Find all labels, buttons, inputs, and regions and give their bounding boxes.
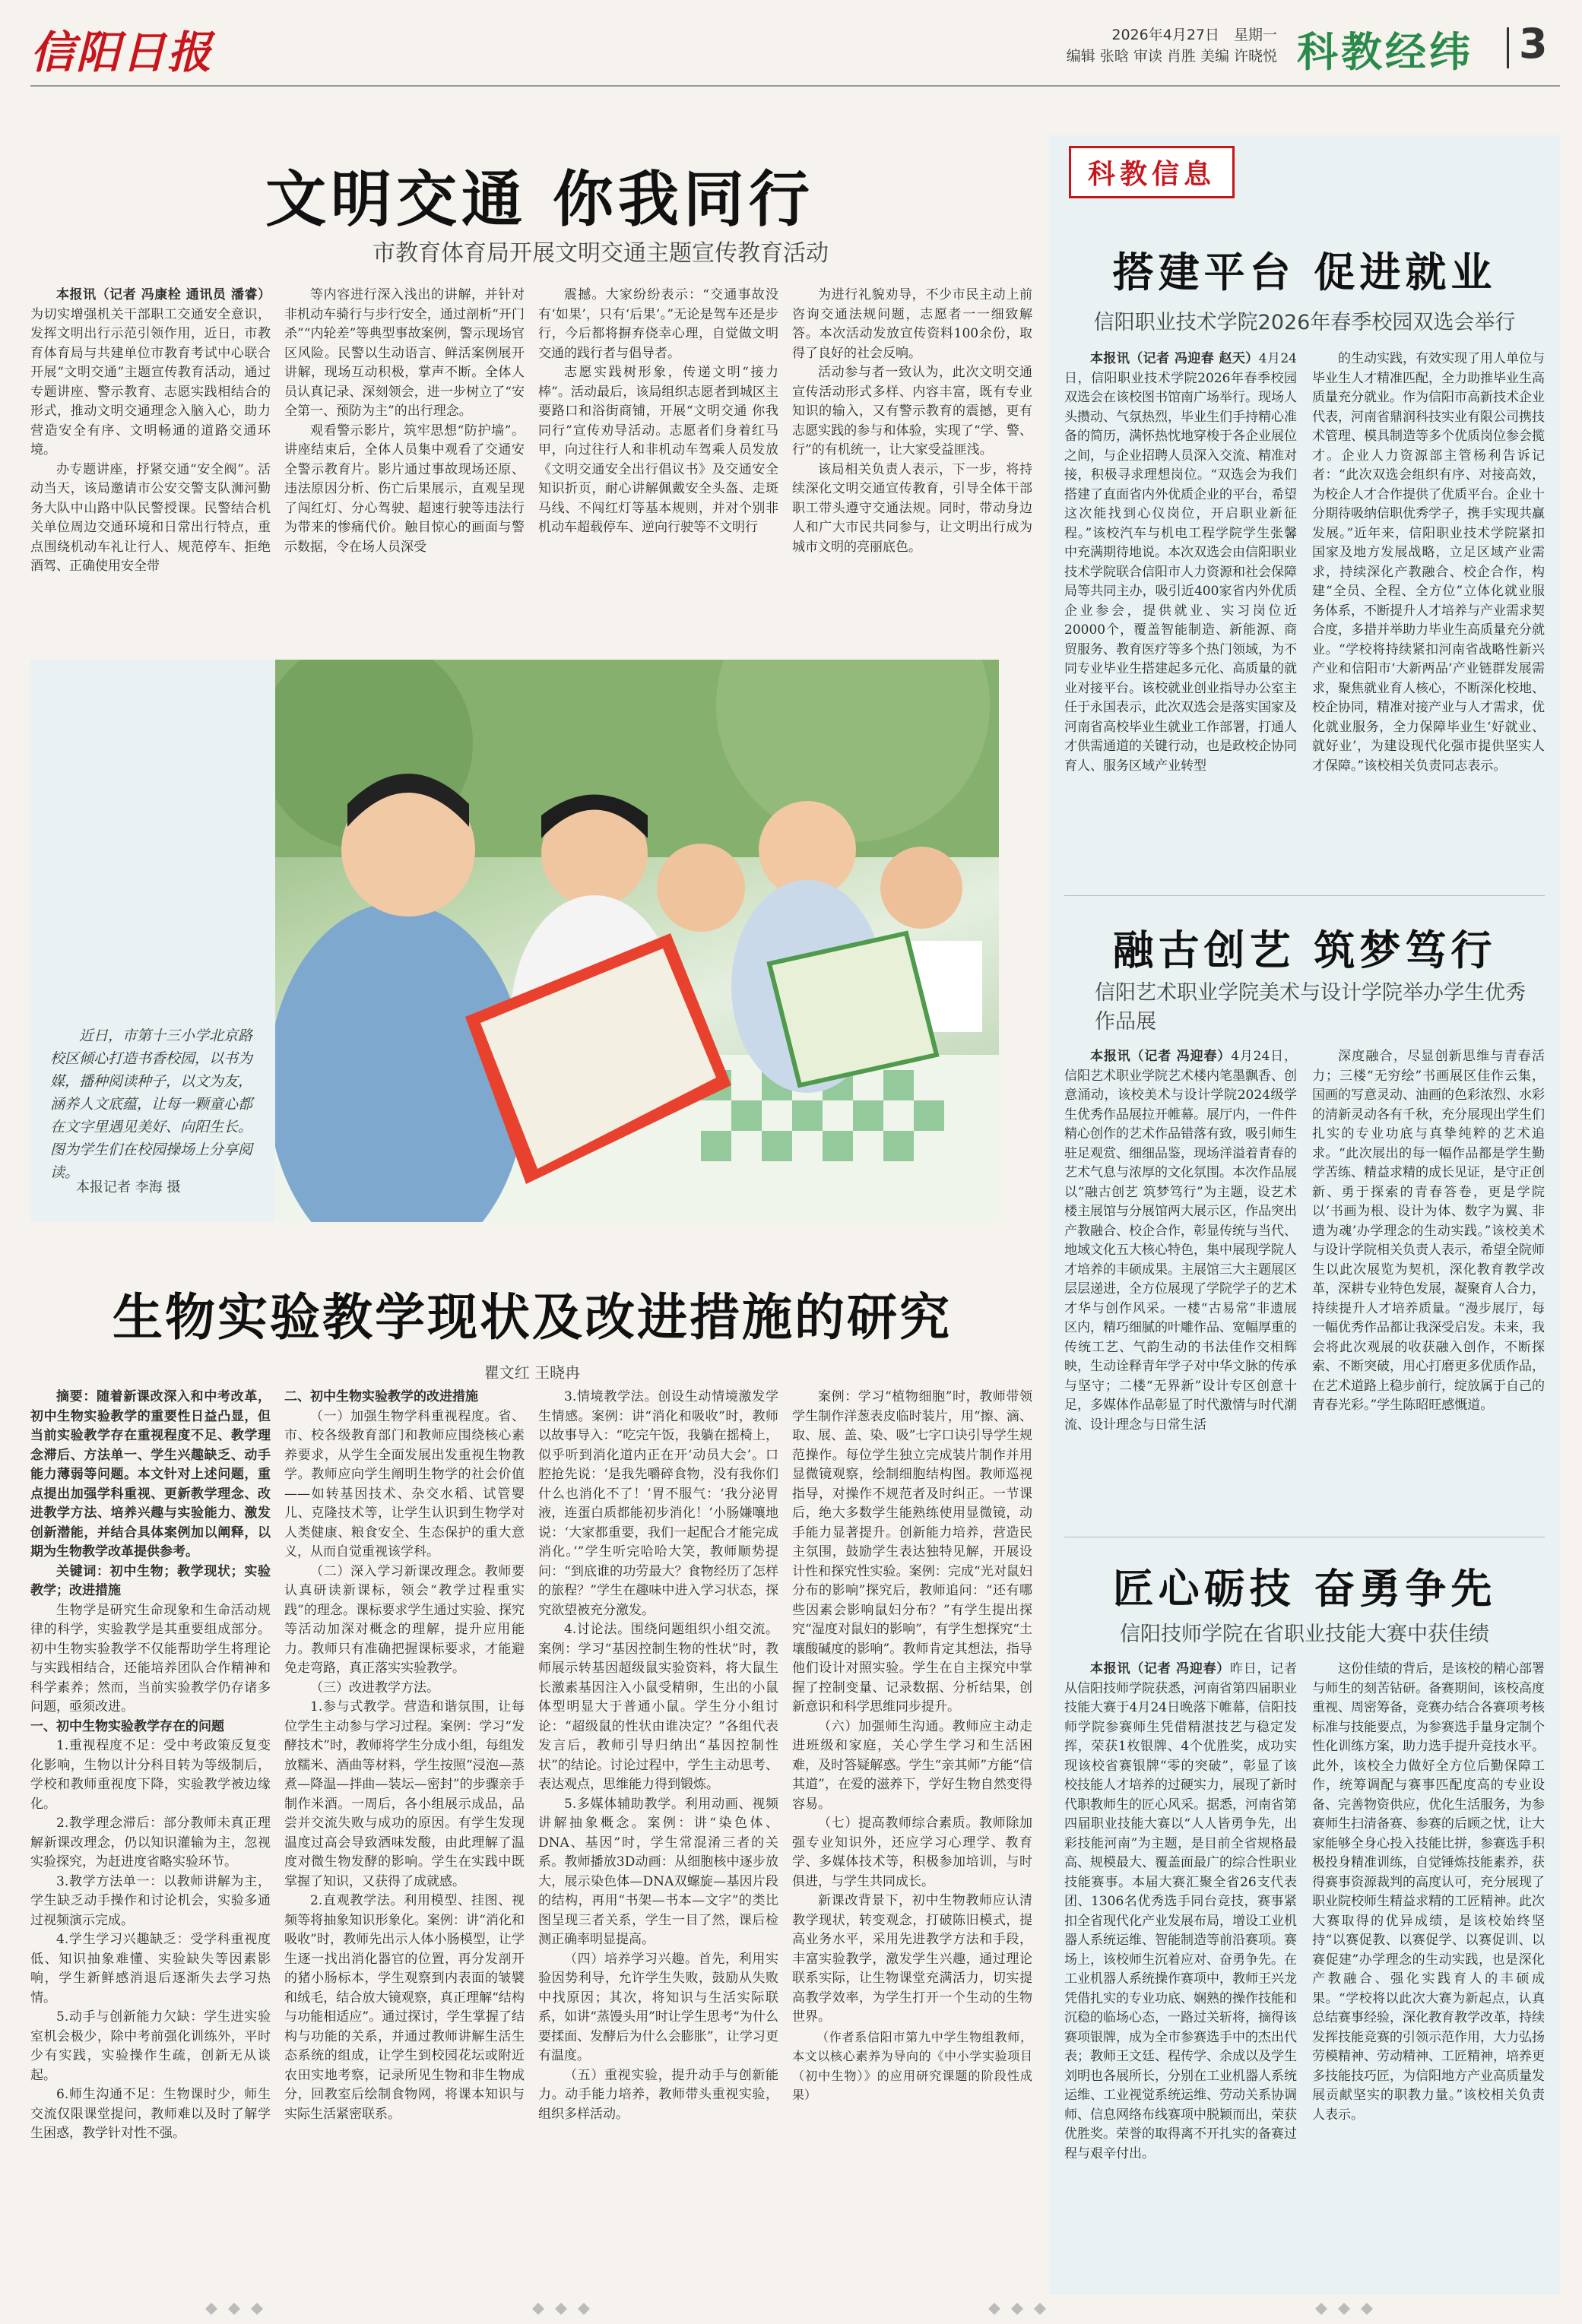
masthead-divider <box>1507 27 1509 68</box>
article2-authors: 瞿文红 王晓冉 <box>483 1363 581 1382</box>
photo-illustration <box>275 660 999 1222</box>
sidebar-divider <box>1064 895 1545 896</box>
news1-headline: 搭建平台 促进就业 <box>1112 248 1497 296</box>
article1-subhead: 市教育体育局开展文明交通主题宣传教育活动 <box>373 240 829 267</box>
science-news-sidebar <box>1049 135 1560 2295</box>
news2-headline: 融古创艺 筑梦笃行 <box>1112 926 1497 974</box>
news2-subhead: 信阳艺术职业学院美术与设计学院举办学生优秀作品展 <box>1095 981 1526 1034</box>
news3-subhead: 信阳技师学院在省职业技能大赛中获佳绩 <box>1120 1623 1489 1646</box>
section-title: 科教经纬 <box>1297 28 1473 76</box>
article1-column-3: 震撼。大家纷纷表示：“交通事故没有‘如果’，只有‘后果’。”无论是驾车还是步行，今后都将摒弃侥幸心理，自觉做文明交通的践行者与倡导者。 志愿实践树形象，传递文明“接力棒”。活动最后，该局组织志愿者到城区主要路口和浴街商铺，开展“文明交通 你我同行”宣传劝导活动。志愿者们身着红马甲，向过往行人和非机动车驾乘人员发放《文明交通安全出行倡议书》及交通安全知识折页，耐心讲解佩戴安全头盔、走斑马线、不闯红灯等基本规则，并对个别非机动车超载停车、逆向行驶等不文明行 <box>538 287 778 535</box>
news2-column-2: 深度融合，尽显创新思维与青春活力；三楼“无穷绘”书画展区佳作云集，国画的写意灵动、油画的色彩浓烈、水彩的清新灵动各有千秋，充分展现出学生们扎实的专业功底与真挚纯粹的艺术追求。“此次展出的每一幅作品都是学生勤学苦练、精益求精的成长见证，是守正创新、勇于探索的青春答卷，更是学院以‘书画为根、设计为体、数字为翼、非遗为魂’办学理念的生动实践。”该校美术与设计学院相关负责人表示，希望全院师生以此次展览为契机，深化教育教学改革，深耕专业特色发展，凝聚育人合力，持续提升人才培养质量。“漫步展厅，每一幅优秀作品都让我深受启发。未来，我会将此次观展的收获融入创作，不断探索、不断突破，用心打磨更多优质作品，在艺术道路上稳步前行，绽放属于自己的青春光彩。”学生陈昭旺感慨道。 <box>1312 1049 1545 1413</box>
masthead-rule <box>30 85 1560 87</box>
article2-column-4: 案例：学习“植物细胞”时，教师带领学生制作洋葱表皮临时装片，用“擦、滴、取、展、盖、染、吸”七字口诀引导学生规范操作。每位学生独立完成装片制作并用显微镜观察，绘制细胞结构图。教师巡视指导，对操作不规范者及时纠正。一节课后，绝大多数学生能熟练使用显微镜，动手能力显著提升。创新能力培养，营造民主氛围，鼓励学生表达独特见解，开展设计性和探究性实验。案例：完成“光对鼠妇分布的影响”探究后，教师追问：“还有哪些因素会影响鼠妇分布？”有学生提出探究“湿度对鼠妇的影响”，有学生想探究“土壤酸碱度的影响”。教师肯定其想法，指导他们设计对照实验。学生在自主探究中掌握了控制变量、记录数据、分析结果，创新意识和科学思维同步提升。 （六）加强师生沟通。教师应主动走进班级和家庭，关心学生学习和生活困难，及时答疑解惑。学生“亲其师”方能“信其道”，在爱的滋养下，学好生物自然变得容易。 （七）提高教师综合素质。教师除加强专业知识外，还应学习心理学、教育学、多媒体技术等，积极参加培训，与时俱进，与学生共同成长。 新课改背景下，初中生物教师应认清教学现状，转变观念，打破陈旧模式，提高业务水平，采用先进教学方法和手段，丰富实验教学，激发学生兴趣，通过理论联系实际，让生物课堂充满活力，切实提高教学效率，为学生打开一个生动的生物世界。 （作者系信阳市第九中学生物组教师，本文以核心素养为导向的《中小学实验项目（初中生物）》的应用研究课题的阶段性成果） <box>792 1389 1032 2102</box>
news1-column-2: 的生动实践，有效实现了用人单位与毕业生人才精准匹配，全力助推毕业生高质量充分就业。作为信阳市高新技术企业代表，河南省鼎润科技实业有限公司携技术管理、模具制造等多个优质岗位参会揽才。企业人力资源部主管杨利告诉记者：“此次双选会组织有序、对接高效，为校企人才合作提供了优质平台。企业十分期待吸纳信职优秀学子，携手实现共赢发展。”近年来，信阳职业技术学院紧扣国家及地方发展战略，立足区域产业需求，持续深化产教融合、校企合作，构建“全员、全程、全方位”立体化就业服务体系，不断提升人才培养与产业需求契合度，多措并举助力毕业生高质量充分就业。“学校将持续紧扣河南省战略性新兴产业和信阳市‘大新两品’产业链群发展需求，聚焦就业育人核心，不断深化校地、校企协同，精准对接产业与人才需求，优化就业服务，全力保障毕业生‘好就业、就好业’，为建设现代化强市提供坚实人才保障。”该校相关负责同志表示。 <box>1312 351 1545 774</box>
page-number: 3 <box>1519 20 1548 68</box>
article2-column-1: 摘要：随着新课改深入和中考改革，初中生物实验教学的重要性日益凸显，但当前实验教学存在重视程度不足、教学理念滞后、方法单一、学生兴趣缺乏、动手能力薄弱等问题。本文针对上述问题，重点提出加强学科重视、更新教学理念、改进教学方法、培养兴趣与实验能力、激发创新潜能，并结合具体案例加以阐释，以期为生物教学改革提供参考。 关键词：初中生物；教学现状；实验教学；改进措施 生物学是研究生命现象和生命活动规律的科学，实验教学是其重要组成部分。初中生物实验教学不仅能帮助学生将理论与实践相结合，还能培养团队合作精神和科学素养；然而，当前实验教学仍存诸多问题，亟须改进。 一、初中生物实验教学存在的问题 1.重视程度不足：受中考政策反复变化影响，生物以计分科目转为等级制后，学校和教师重视度下降，实验教学被边缘化。 2.教学理念滞后：部分教师未真正理解新课改理念，仍以知识灌输为主，忽视实验探究，为赶进度省略实验环节。 3.教学方法单一：以教师讲解为主，学生缺乏动手操作和讨论机会，实验多通过视频演示完成。 4.学生学习兴趣缺乏：受学科重视度低、知识抽象难懂、实验缺失等因素影响，学生新鲜感消退后逐渐失去学习热情。 5.动手与创新能力欠缺：学生进实验室机会极少，除中考前强化训练外，平时少有实践，实验操作生疏，创新无从谈起。 6.师生沟通不足：生物课时少，师生交流仅限课堂提问，教师难以及时了解学生困惑，教学针对性不强。 <box>30 1389 271 2141</box>
photo-caption: 近日，市第十三小学北京路校区倾心打造书香校园，以书为媒，播种阅读种子，以文为友，涵养人文底蕴，让每一颗童心都在文字里遇见美好、向阳生长。图为学生们在校园操场上分享阅读。 <box>50 1027 253 1181</box>
article1-column-4: 为进行礼貌劝导，不少市民主动上前咨询交通法规问题，志愿者一一细致解答。本次活动发放宣传资料100余份，取得了良好的社会反响。 活动参与者一致认为，此次文明交通宣传活动形式多样、内容丰富，既有专业知识的输入，又有警示教育的震撼，更有志愿实践的参与和体验，实现了“学、警、行”的有机统一，让大家受益匪浅。 该局相关负责人表示，下一步，将持续深化文明交通宣传教育，引导全体干部职工带头遵守交通法规。同时，带动身边人和广大市民共同参与，让文明出行成为城市文明的亮丽底色。 <box>792 287 1032 555</box>
child-face <box>880 847 962 929</box>
child-face <box>657 844 745 932</box>
news3-headline: 匠心砺技 奋勇争先 <box>1112 1564 1497 1613</box>
green-book <box>769 933 937 1085</box>
article1-headline: 文明交通 你我同行 <box>265 163 814 235</box>
reading-children-photo <box>275 660 999 1222</box>
article2-column-3: 3.情境教学法。创设生动情境激发学生情感。案例：讲“消化和吸收”时，教师以故事导入：“吃完午饭，我躺在摇椅上，似乎听到消化道内正在开‘动员大会’。口腔抢先说：‘是我先嚼碎食物，没有我你们什么也消化不了！’胃不服气：‘我分泌胃液，连蛋白质都能初步消化！’小肠嫌嚷地说：‘大家都重要，我们一起配合才能完成消化。’”学生听完哈哈大笑，教师顺势提问：“到底谁的功劳最大？食物经历了怎样的旅程？”学生在趣味中进入学习状态，探究欲望被充分激发。 4.讨论法。围绕问题组织小组交流。案例：学习“基因控制生物的性状”时，教师展示转基因超级鼠实验资料，将大鼠生长激素基因注入小鼠受精卵，生出的小鼠体型明显大于普通小鼠。学生分小组讨论：“超级鼠的性状由谁决定？”各组代表发言后，教师引导归纳出“基因控制性状”的结论。讨论过程中，学生主动思考、表达观点，思维能力得到锻炼。 5.多媒体辅助教学。利用动画、视频讲解抽象概念。案例：讲“染色体、DNA、基因”时，学生常混淆三者的关系。教师播放3D动画：从细胞核中逐步放大，展示染色体—DNA双螺旋—基因片段的结构，再用“书架—书本—文字”的类比图呈现三者关系，学生一目了然，课后检测正确率明显提高。 （四）培养学习兴趣。首先，利用实验因势利导，允许学生失败，鼓励从失败中找原因；其次，将知识与生活实际联系，如讲“蒸馒头用”时让学生思考“为什么要揉面、发酵后为什么会膨胀”，让学习更有温度。 （五）重视实验，提升动手与创新能力。动手能力培养，教师带头重视实验，组织多样活动。 <box>538 1389 778 2122</box>
news3-column-2: 这份佳绩的背后，是该校的精心部署与师生的刻苦钻研。备赛期间，该校高度重视、周密筹备，竞赛办结合各赛项考核标准与技能要点，为参赛选手量身定制个性化训练方案，助力选手提升竞技水平。此外，该校全力做好全方位后勤保障工作，统筹调配与赛事匹配度高的专业设备、完善物资供应，优化生活服务，为参赛师生扫清备赛、参赛的后顾之忧，让大家能够全身心投入技能比拼，参赛选手积极投身精准训练，自觉锤炼技能素养，获得赛事资源裁判的高度认可，充分展现了职业院校师生精益求精的工匠精神。此次大赛取得的优异成绩，是该校始终坚持“以赛促教、以赛促学、以赛促训、以赛促建”办学理念的生动实践，也是深化产教融合、强化实践育人的丰硕成果。“学校将以此次大赛为新起点，认真总结赛事经验，深化教育教学改革，持续发挥技能竞赛的引领示范作用，大力弘扬劳模精神、劳动精神、工匠精神，培养更多技能技巧匠，为信阳地方产业高质量发展贡献坚实的职教力量。”该校相关负责人表示。 <box>1312 1661 1545 2123</box>
article1-column-2: 等内容进行深入浅出的讲解，并针对非机动车骑行与步行安全，通过剖析“开门杀”“内轮差”等典型事故案例，警示现场官区风险。民警以生动语言、鲜活案例展开讲解，现场互动积极，掌声不断。全体人员认真记录、深刻领会，进一步树立了“安全第一、预防为主”的出行理念。 观看警示影片，筑牢思想“防护墙”。讲座结束后，全体人员集中观看了交通安全警示教育片。影片通过事故现场还原、违法原因分析、伤亡后果展示，直观呈现了闯红灯、分心驾驶、超速行驶等违法行为带来的惨痛代价。触目惊心的画面与警示数据，令在场人员深受 <box>284 287 525 555</box>
article2-headline: 生物实验教学现状及改进措施的研究 <box>113 1287 952 1347</box>
masthead-meta <box>958 24 1277 67</box>
newspaper-logo: 信阳日报 <box>30 27 214 78</box>
article1-column-1: 本报讯（记者 冯康栓 通讯员 潘睿）为切实增强机关干部职工交通安全意识，发挥文明出行示范引领作用，近日，市教育体育局与共建单位市教育考试中心联合开展“文明交通”主题宣传教育活动，通过专题讲座、警示教育、志愿实践相结合的形式，推动文明交通理念入脑入心，助力营造安全有序、文明畅通的道路交通环境。 办专题讲座，抒紧交通“安全阀”。活动当天，该局邀请市公安交警支队浉河勤务大队中山路中队民警授课。民警结合机关单位周边交通环境和日常出行特点，重点围绕机动车礼让行人、规范停车、拒绝酒驾、正确使用安全带 <box>30 287 271 574</box>
sidebar-banner: 科教信息 <box>1069 146 1235 198</box>
news1-column-1: 本报讯（记者 冯迎春 赵天）4月24日，信阳职业技术学院2026年春季校园双选会在该校图书馆南广场举行。现场人头攒动、气氛热烈，毕业生们手持精心准备的简历，满怀热忱地穿梭于各企业展位之间，与企业招聘人员深入交流、精准对接，积极寻求理想岗位。“双选会为我们搭建了直面省内外优质企业的平台，希望这次能找到心仪岗位，开启职业新征程。”该校汽车与机电工程学院学生张馨中充满期待地说。本次双选会由信阳职业技术学院联合信阳市人力资源和社会保障局等共同主办，吸引近400家省内外优质企业参会，提供就业、实习岗位近20000个，覆盖智能制造、新能源、商贸服务、教育医疗等多个热门领域，为不同专业毕业生搭建起多元化、高质量的就业对接平台。该校就业创业指导办公室主任于永国表示，此次双选会是落实国家及河南省高校毕业生就业工作部署，打通人才供需通道的关键行动，也是政校企协同育人、服务区域产业转型 <box>1064 351 1297 774</box>
photo-caption-panel <box>30 660 275 1222</box>
bottom-ornament-strip <box>0 2297 1582 2321</box>
photo-credit: 本报记者 李海 摄 <box>76 1179 181 1195</box>
issue-date: 2026年4月27日 星期一 <box>1111 27 1277 43</box>
editors-credit: 编辑 张晗 审读 肖胜 美编 许晓悦 <box>1066 48 1277 65</box>
news1-subhead: 信阳职业技术学院2026年春季校园双选会举行 <box>1093 311 1516 334</box>
article1-byline: 本报讯（记者 冯康栓 通讯员 潘睿） <box>56 287 271 302</box>
article2-column-2: 二、初中生物实验教学的改进措施 （一）加强生物学科重视程度。省、市、校各级教育部门和教师应围绕核心素养要求，从学生全面发展出发重视生物教学。教师应向学生阐明生物学的社会价值——如转基因技术、杂交水稻、试管婴儿、克隆技术等，让学生认识到生物学对人类健康、粮食安全、生态保护的重大意义，从而自觉重视该学科。 （二）深入学习新课改理念。教师要认真研读新课标，领会“教学过程重实践”的理念。课标要求学生通过实验、探究等活动加深对概念的理解，提升应用能力。教师只有准确把握课标要求，才能避免走弯路，真正落实实验教学。 （三）改进教学方法。 1.参与式教学。营造和谐氛围，让每位学生主动参与学习过程。案例：学习“发酵技术”时，教师将学生分成小组，每组发放糯米、酒曲等材料，学生按照“浸泡—蒸煮—降温—拌曲—装坛—密封”的步骤亲手制作米酒。一周后，各小组展示成品，品尝并交流失败与成功的原因。有学生发现温度过高会导致酒味发酸，由此理解了温度对微生物发酵的影响。学生在实践中既掌握了知识，又获得了成就感。 2.直观教学法。利用模型、挂图、视频等将抽象知识形象化。案例：讲“消化和吸收”时，教师先出示人体小肠模型，让学生逐一找出消化器官的位置，再分发剖开的猪小肠标本，学生观察到内表面的皱襞和绒毛，结合放大镜观察，真正理解“结构与功能相适应”。通过探讨，学生掌握了结构与功能的关系，并通过教师讲解生活生态系统的组成，让学生到校园花坛或附近农田实地考察，记录所见生物和非生物成分，回教室后绘制食物网，将课本知识与实际生活紧密联系。 <box>284 1389 525 2122</box>
news2-column-1: 本报讯（记者 冯迎春）4月24日，信阳艺术职业学院艺术楼内笔墨飘香、创意涌动，该校美术与设计学院2024级学生优秀作品展拉开帷幕。展厅内，一件件精心创作的艺术作品错落有致，吸引师生驻足观赏、细细品鉴，现场洋溢着青春的艺术气息与浓厚的文化氛围。本次作品展以“融古创艺 筑梦笃行”为主题，设艺术楼主展馆与分展馆两大展示区，作品突出产教融合、校企合作，彰显传统与当代、地域文化五大核心特色，集中展现学院人才培养的丰硕成果。主展馆三大主题展区层层递进，全方位展现了学院学子的艺术才华与创作风采。一楼“古易常”非遗展区内，精巧细腻的叶雕作品、宽幅厚重的传统工艺、气韵生动的书法佳作交相辉映，生动诠释青年学子对中华文脉的传承与坚守；二楼“无界新”设计专区创意十足，多媒体作品彰显了时代激情与时代潮流、设计理念与日常生活 <box>1064 1049 1297 1433</box>
diamond-ornaments <box>0 2297 1582 2321</box>
news3-column-1: 本报讯（记者 冯迎春）昨日，记者从信阳技师学院获悉，河南省第四届职业技能大赛于4月24日晚落下帷幕，信阳技师学院参赛师生凭借精湛技艺与稳定发挥，荣获1枚银牌、4个优胜奖，成功实现该校省赛银牌“零的突破”，彰显了该校技能人才培养的过硬实力，展现了新时代职教师生的匠心风采。据悉，河南省第四届职业技能大赛以“人人皆勇争先，出彩技能河南”为主题，是目前全省规格最高、规模最大、覆盖面最广的综合性职业技能赛事。本届大赛汇聚全省26支代表团、1306名优秀选手同台竞技，赛事紧扣全省现代化产业发展布局，增设工业机器人系统运维、智能制造等前沿赛项。赛场上，该校师生沉着应对、奋勇争先。在工业机器人系统操作赛项中，教师王兴龙凭借扎实的专业功底、娴熟的操作技能和沉稳的临场心态，一路过关斩将，摘得该赛项银牌，成为全市参赛选手中的杰出代表；教师王文廷、程传学、余成以及学生刘明也各展所长，分别在工业机器人系统运维、工业视觉系统运维、劳动关系协调师、信息网络布线赛项中脱颖而出，荣获优胜奖。荣誉的取得离不开扎实的备赛过程与艰辛付出。 <box>1064 1661 1297 2161</box>
